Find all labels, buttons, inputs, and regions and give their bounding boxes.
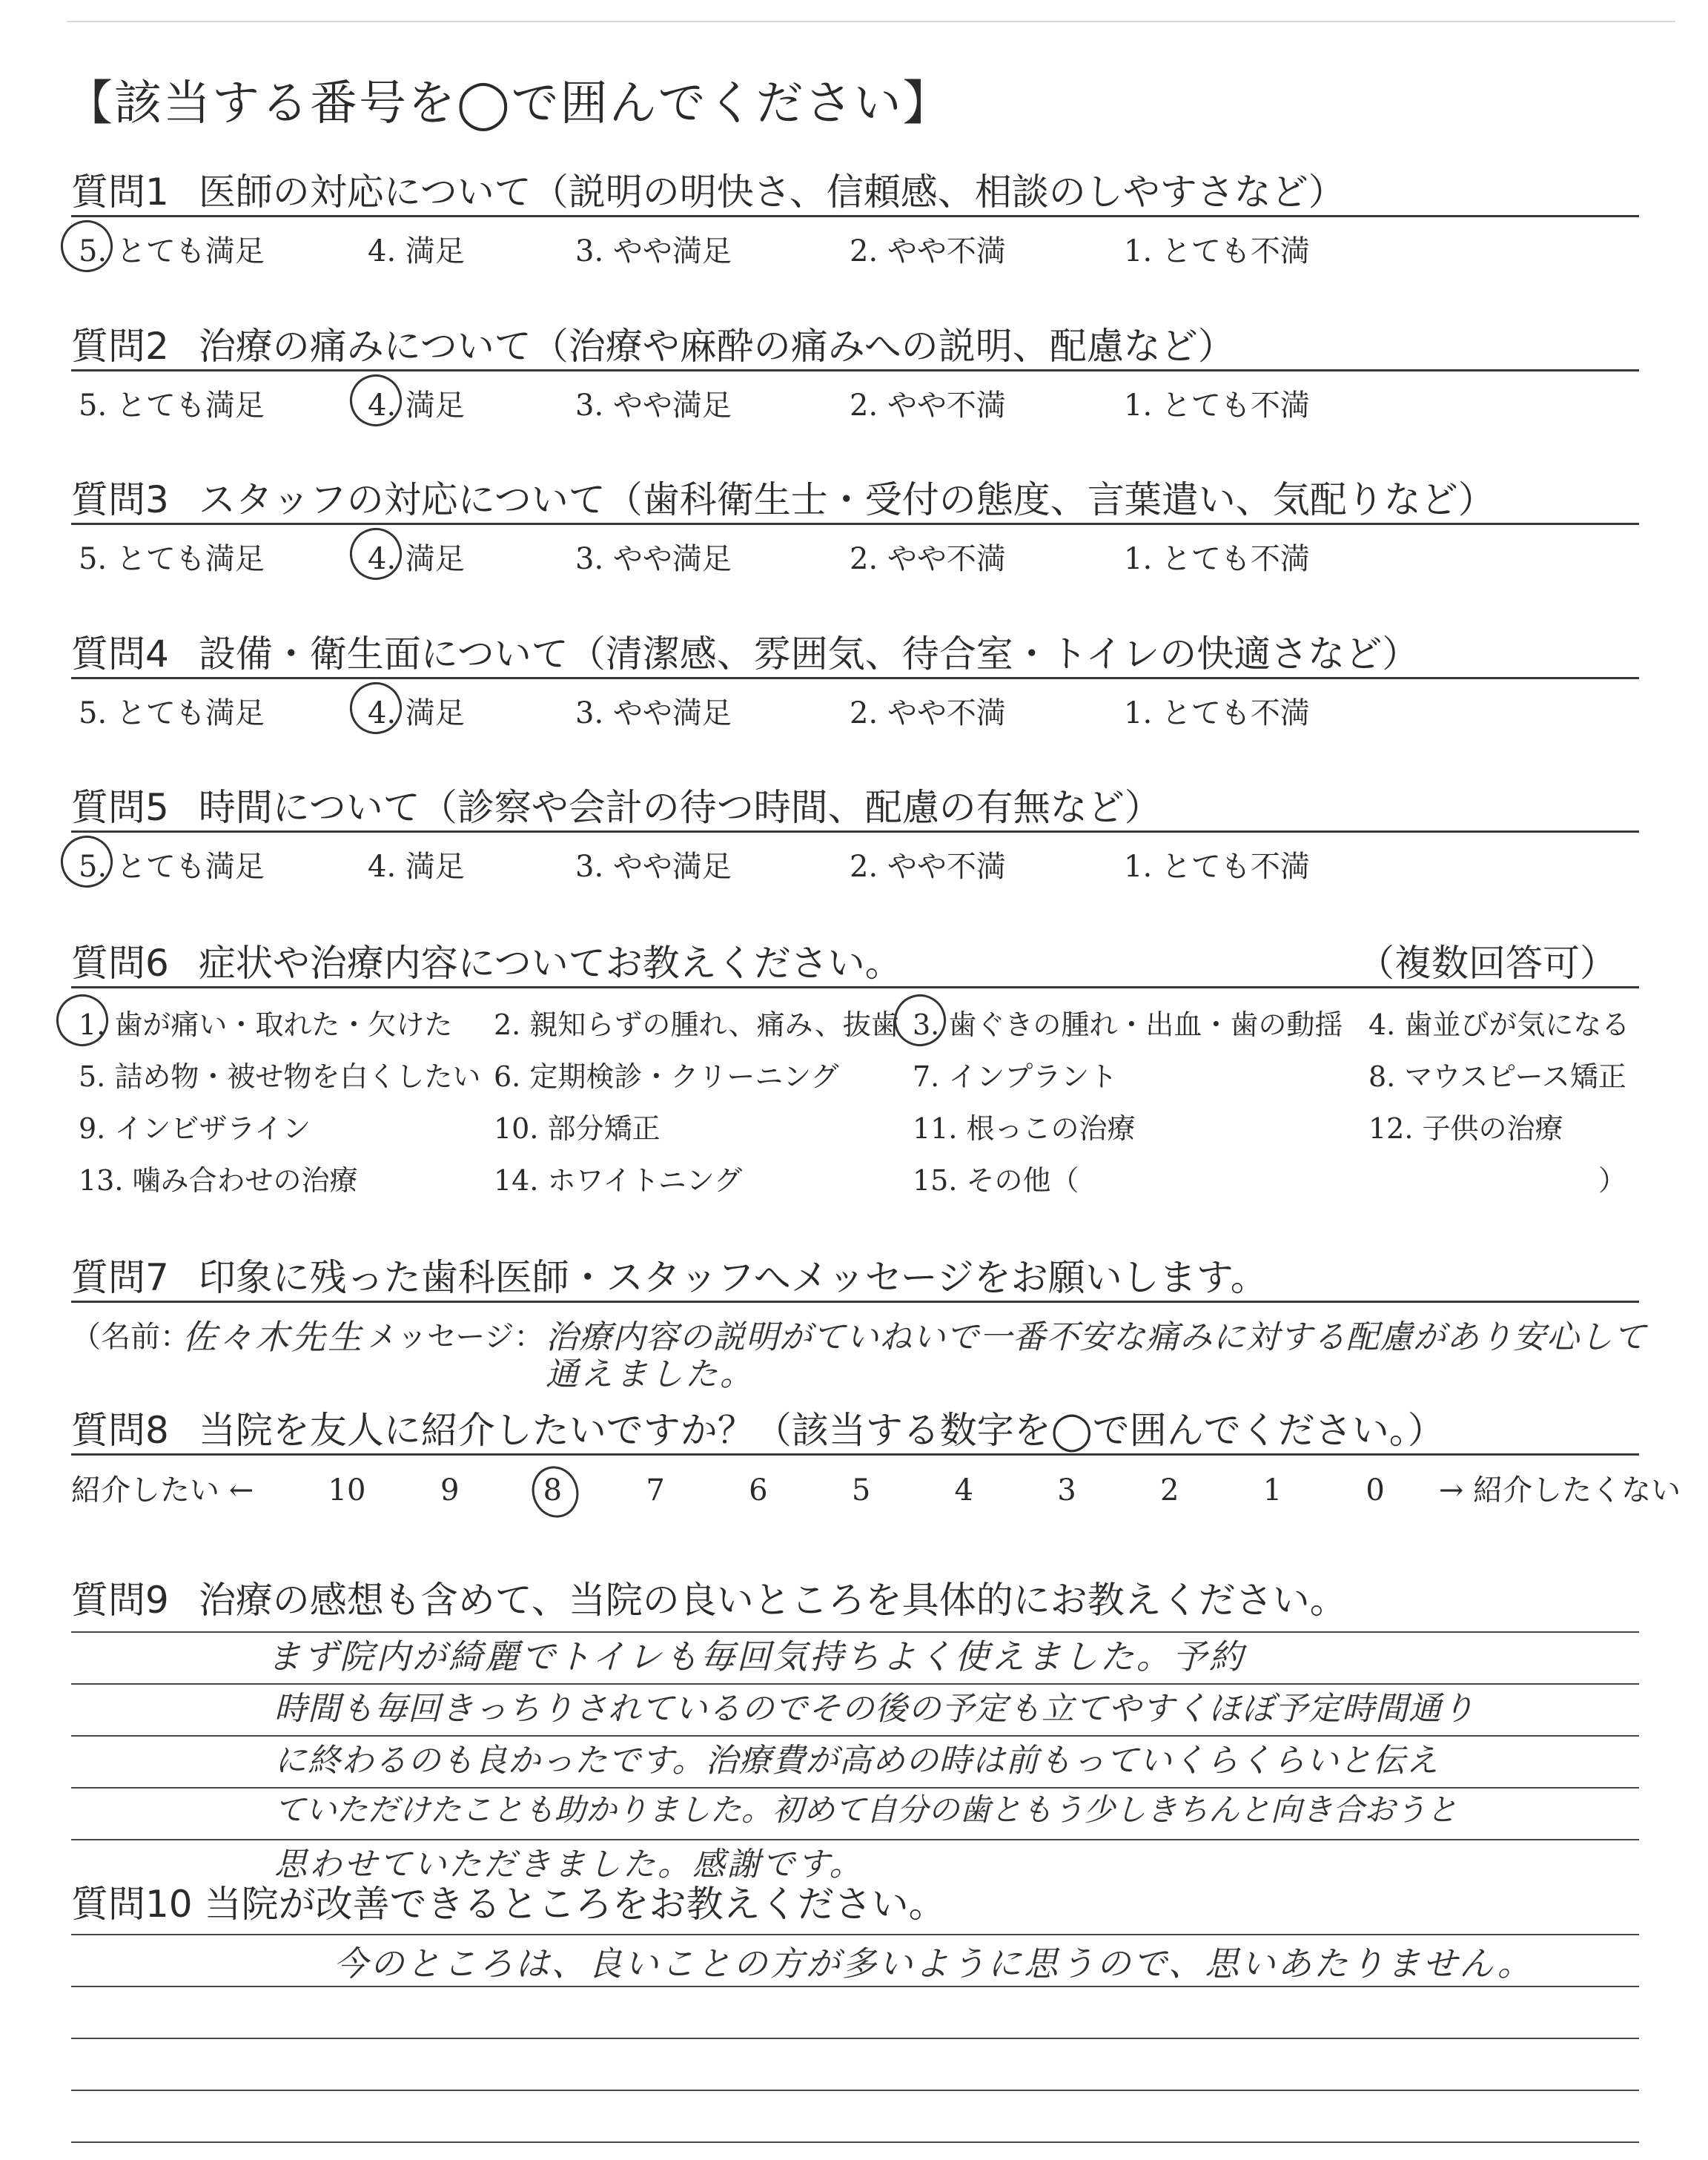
option-5[interactable]: 5. とても満足 — [79, 696, 265, 730]
answer-line — [71, 2090, 1639, 2091]
message-area — [71, 1303, 1646, 1393]
question-9 — [71, 1577, 1639, 1623]
option-4[interactable]: 4. 満足 — [368, 850, 465, 884]
symptom-option-9[interactable]: 9. インビザライン — [79, 1112, 311, 1145]
option-3[interactable]: 3. やや満足 — [575, 389, 732, 423]
option-1[interactable]: 1. とても不満 — [1124, 542, 1310, 576]
symptom-option-1[interactable]: 1. 歯が痛い・取れた・欠けた — [79, 1008, 453, 1041]
rating-options — [71, 679, 1639, 731]
scale-1[interactable]: 1 — [1262, 1473, 1282, 1507]
question-text: 治療の痛みについて（治療や麻酔の痛みへの説明、配慮など） — [198, 325, 1235, 368]
option-5[interactable]: 5. とても満足 — [79, 850, 265, 884]
option-2[interactable]: 2. やや不満 — [850, 850, 1006, 884]
symptom-option-6[interactable]: 6. 定期検診・クリーニング — [494, 1060, 839, 1093]
question-1 — [71, 169, 1639, 269]
scale-4[interactable]: 4 — [954, 1473, 973, 1507]
option-5[interactable]: 5. とても満足 — [79, 389, 265, 423]
multiple-answer-note: （複数回答可） — [1357, 942, 1617, 985]
question-8 — [71, 1407, 1639, 1456]
handwritten-answer-line-2: 時間も毎回きっちりされているのでその後の予定も立てやすくほぼ予定時間通り — [274, 1690, 1475, 1728]
question-text: スタッフの対応について（歯科衛生士・受付の態度、言葉遣い、気配りなど） — [198, 478, 1495, 521]
top-border — [67, 21, 1675, 22]
rating-options — [71, 371, 1639, 423]
scale-8[interactable] — [506, 1473, 599, 1507]
scale-7[interactable]: 7 — [646, 1473, 665, 1507]
answer-line — [71, 1934, 1639, 1935]
scale-5[interactable]: 5 — [851, 1473, 871, 1507]
symptom-option-7[interactable]: 7. インプラント — [913, 1060, 1118, 1093]
scale-right-label: → 紹介したくない — [1438, 1473, 1681, 1507]
handwritten-message-line-2: 通えました。 — [546, 1355, 755, 1393]
question-text: 治療の感想も含めて、当院の良いところを具体的にお教えください。 — [198, 1579, 1347, 1622]
other-close-paren: ） — [1598, 1164, 1627, 1197]
option-4[interactable]: 4. 満足 — [368, 542, 465, 576]
question-3 — [71, 477, 1639, 577]
question-text: 印象に残った歯科医師・スタッフへメッセージをお願いします。 — [198, 1256, 1268, 1299]
scale-10[interactable]: 10 — [328, 1473, 366, 1507]
divider — [71, 1453, 1639, 1456]
option-1[interactable]: 1. とても不満 — [1124, 696, 1310, 730]
scale-2[interactable]: 2 — [1159, 1473, 1179, 1507]
question-number: 質問7 — [71, 1256, 169, 1299]
symptom-option-5[interactable]: 5. 詰め物・被せ物を白くしたい — [79, 1060, 481, 1093]
question-10 — [71, 1881, 1639, 1927]
question-number: 質問5 — [71, 786, 169, 829]
option-2[interactable]: 2. やや不満 — [850, 389, 1006, 423]
option-2[interactable]: 2. やや不満 — [850, 696, 1006, 730]
scale-3[interactable]: 3 — [1057, 1473, 1076, 1507]
rating-options — [71, 217, 1639, 269]
question-number: 質問1 — [71, 171, 169, 214]
symptom-option-2[interactable]: 2. 親知らずの腫れ、痛み、抜歯 — [494, 1008, 899, 1041]
option-3[interactable]: 3. やや満足 — [575, 850, 732, 884]
option-3[interactable]: 3. やや満足 — [575, 542, 732, 576]
answer-line — [71, 2038, 1639, 2039]
handwritten-name: 佐々木先生 — [182, 1317, 364, 1357]
handwritten-answer-line-1: 今のところは、良いことの方が多いように思うので、思いあたりません。 — [334, 1943, 1534, 1984]
selection-circle — [887, 988, 953, 1053]
question-6 — [71, 940, 1639, 1203]
symptom-option-8[interactable]: 8. マウスピース矯正 — [1368, 1060, 1626, 1093]
question-text: 当院を友人に紹介したいですか？（該当する数字を◯で囲んでください。） — [198, 1409, 1445, 1452]
option-5[interactable]: 5. とても満足 — [79, 234, 265, 268]
option-5[interactable]: 5. とても満足 — [79, 542, 265, 576]
symptom-option-15[interactable]: 15. その他（ — [913, 1164, 1079, 1197]
question-text: 時間について（診察や会計の待つ時間、配慮の有無など） — [198, 786, 1162, 829]
question-number: 質問9 — [71, 1579, 169, 1622]
symptom-option-4[interactable]: 4. 歯並びが気になる — [1368, 1008, 1630, 1041]
question-text: 症状や治療内容についてお教えください。 — [198, 942, 902, 985]
symptom-option-3[interactable]: 3. 歯ぐきの腫れ・出血・歯の動揺 — [913, 1008, 1343, 1041]
selection-circle — [50, 988, 115, 1053]
question-number: 質問8 — [71, 1409, 169, 1452]
referral-scale — [71, 1467, 1681, 1509]
symptom-option-11[interactable]: 11. 根っこの治療 — [913, 1112, 1136, 1145]
handwritten-answer-line-5: 思わせていただきました。感謝です。 — [274, 1846, 864, 1883]
question-7 — [71, 1255, 1646, 1393]
question-text: 医師の対応について（説明の明快さ、信頼感、相談のしやすさなど） — [198, 171, 1345, 214]
question-number: 質問6 — [71, 942, 169, 985]
option-1[interactable]: 1. とても不満 — [1124, 389, 1310, 423]
question-text: 当院が改善できるところをお教えください。 — [204, 1883, 946, 1926]
handwritten-answer-line-4: ていただけたことも助かりました。初めて自分の歯ともう少しきちんと向き合おうと — [274, 1791, 1458, 1828]
question-text: 設備・衛生面について（清潔感、雰囲気、待合室・トイレの快適さなど） — [198, 633, 1420, 676]
option-4[interactable]: 4. 満足 — [368, 234, 465, 268]
symptom-options — [71, 988, 1639, 1203]
question-number: 質問4 — [71, 633, 169, 676]
option-1[interactable]: 1. とても不満 — [1124, 850, 1310, 884]
symptom-option-14[interactable]: 14. ホワイトニング — [494, 1164, 743, 1197]
handwritten-answer-line-3: に終わるのも良かったです。治療費が高めの時は前もっていくらくらいと伝え — [274, 1742, 1440, 1780]
scale-9[interactable]: 9 — [440, 1473, 460, 1507]
scale-left-label: 紹介したい ← — [71, 1473, 254, 1507]
scale-0[interactable]: 0 — [1366, 1473, 1385, 1507]
selection-circle — [526, 1460, 586, 1524]
option-2[interactable]: 2. やや不満 — [850, 542, 1006, 576]
name-label: （名前： — [71, 1320, 190, 1354]
answer-line — [71, 2141, 1639, 2143]
question-2 — [71, 323, 1639, 423]
symptom-option-12[interactable]: 12. 子供の治療 — [1368, 1112, 1563, 1145]
option-3[interactable]: 3. やや満足 — [575, 696, 732, 730]
handwritten-answer-line-1: まず院内が綺麗でトイレも毎回気持ちよく使えました。予約 — [267, 1636, 1245, 1677]
message-label: メッセージ： — [368, 1320, 544, 1354]
handwritten-message-line-1: 治療内容の説明がていねいで一番不安な痛みに対する配慮があり安心して — [546, 1318, 1646, 1356]
question-number: 質問2 — [71, 325, 169, 368]
rating-options — [71, 525, 1639, 577]
question-number: 質問3 — [71, 478, 169, 521]
scale-8-label: 8 — [543, 1473, 563, 1507]
symptom-option-13[interactable]: 13. 噛み合わせの治療 — [79, 1164, 358, 1197]
answer-line — [71, 1986, 1639, 1987]
scale-6[interactable]: 6 — [749, 1473, 768, 1507]
option-4[interactable]: 4. 満足 — [368, 696, 465, 730]
option-1[interactable]: 1. とても不満 — [1124, 234, 1310, 268]
symptom-option-10[interactable]: 10. 部分矯正 — [494, 1112, 661, 1145]
option-3[interactable]: 3. やや満足 — [575, 234, 732, 268]
form-header: 【該当する番号を◯で囲んでください】 — [65, 76, 952, 131]
question-number: 質問10 — [71, 1883, 193, 1926]
question-5 — [71, 785, 1639, 885]
rating-options — [71, 833, 1639, 885]
option-2[interactable]: 2. やや不満 — [850, 234, 1006, 268]
question-4 — [71, 631, 1639, 731]
option-4[interactable]: 4. 満足 — [368, 389, 465, 423]
